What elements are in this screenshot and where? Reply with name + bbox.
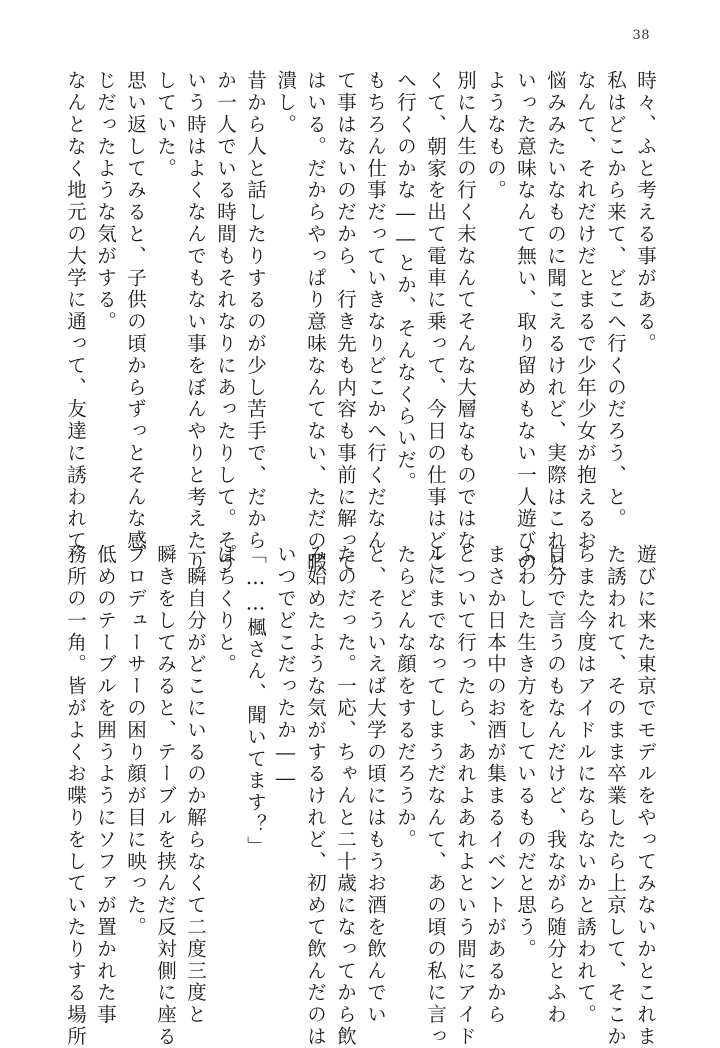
text-line: ふわした生き方をしているものだと思う。 <box>514 544 537 961</box>
text-line: ようなもの。 <box>484 70 507 202</box>
text-line: た誘われて、そのまま卒業したら上京して、そこか <box>604 544 627 1048</box>
text-line: していた。 <box>154 70 177 180</box>
text-line: くて、朝家を出て電車に乗って、今日の仕事はどこ <box>424 70 447 574</box>
text-line: とついて行ったら、あれよあれよという間にアイド <box>454 544 477 1048</box>
text-line: もちろん仕事だっていきなりどこかへ行くだなん <box>364 70 387 552</box>
text-line: いった意味なんて無い、取り留めもない一人遊びの <box>514 70 537 574</box>
text-line: 低めのテーブルを囲うようにソファが置かれた事 <box>94 544 117 1026</box>
text-line: ルにまでなってしまうだなんて、あの頃の私に言っ <box>424 544 447 1048</box>
text-line: 私はどこから来て、どこへ行くのだろう、と。 <box>604 70 627 530</box>
text-line: たのだった。一応、ちゃんと二十歳になってから飲 <box>334 544 357 1048</box>
text-line: いつでどこだったか―― <box>274 544 297 792</box>
text-line: 瞬きをしてみると、テーブルを挟んだ反対側に座る <box>154 544 177 1048</box>
text-line: て事はないのだから、行き先も内容も事前に解って <box>334 70 357 574</box>
text-line: 昔から人と話したりするのが少し苦手で、だから <box>244 70 267 552</box>
text-line: 別に人生の行く末なんてそんな大層なものではな <box>454 70 477 552</box>
text-line: 潰し。 <box>274 70 297 136</box>
text-line: たらどんな顔をするだろうか。 <box>394 544 417 851</box>
text-line: 務所の一角。皆がよくお喋りをしていたりする場所 <box>64 544 87 1048</box>
text-line: なんて、それだけだとまるで少年少女が抱えるお <box>574 70 597 552</box>
text-line: へ行くのかな――とか、そんなくらいだ。 <box>394 70 417 494</box>
text-line: はいる。だからやっぱり意味なんてない、ただの暇 <box>304 70 327 574</box>
text-line: 自分で言うのもなんだけど、我ながら随分とふわ <box>544 544 567 1026</box>
text-line: まさか日本中のお酒が集まるイベントがあるから <box>484 544 507 1026</box>
text-line: ぱちくりと。 <box>214 544 237 676</box>
text-line: じだったような気がする。 <box>94 70 117 333</box>
text-line: か一人でいる時間もそれなりにあったりして。そう <box>214 70 237 574</box>
text-block-bottom <box>60 544 660 1048</box>
text-line: 遊びに来た東京でモデルをやってみないかとこれま <box>634 544 657 1048</box>
text-line: 時々、ふと考える事がある。 <box>634 70 657 355</box>
text-line: と、そういえば大学の頃にはもうお酒を飲んでい <box>364 544 387 1026</box>
text-line: いう時はよくなんでもない事をぼんやりと考えたり <box>184 70 207 574</box>
text-line: プロデューサーの困り顔が目に映った。 <box>124 544 147 939</box>
text-line: 悩みみたいなものに聞こえるけれど、実際はこれと <box>544 70 567 574</box>
text-line: 思い返してみると、子供の頃からずっとそんな感 <box>124 70 147 552</box>
text-line: 「……楓さん、聞いてます？」 <box>244 544 267 858</box>
text-line: み始めたような気がするけれど、初めて飲んだのは <box>304 544 327 1048</box>
text-block-top <box>60 70 660 574</box>
text-line: らまた今度はアイドルにならないかと誘われて。 <box>574 544 597 1026</box>
page-number: 38 <box>632 28 650 43</box>
text-line: なんとなく地元の大学に通って、友達に誘われて <box>64 70 87 552</box>
text-line: 一瞬自分がどこにいるのか解らなくて二度三度と <box>184 544 207 1026</box>
